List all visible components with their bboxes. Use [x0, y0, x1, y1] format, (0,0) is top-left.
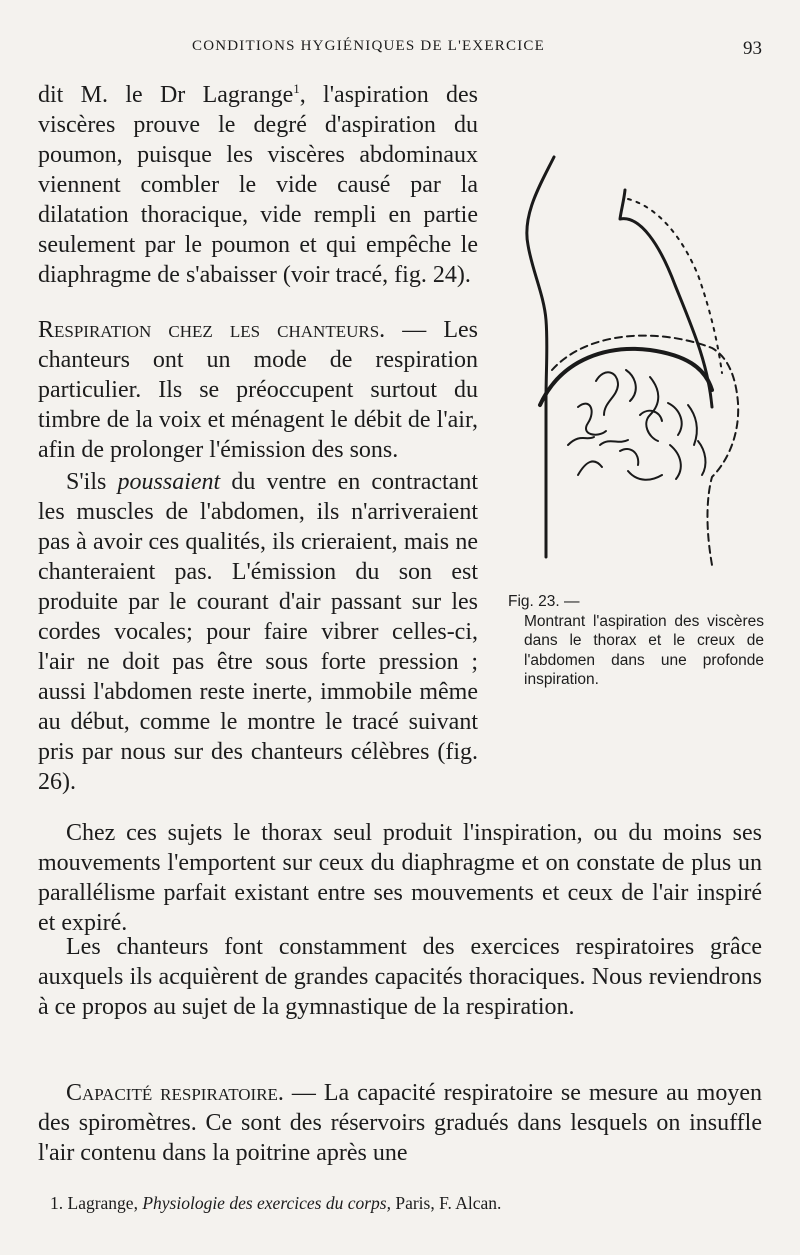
running-title: CONDITIONS HYGIÉNIQUES DE L'EXERCICE	[192, 38, 545, 54]
emphasis-poussaient: poussaient	[117, 469, 221, 495]
outer-body-outline	[527, 157, 554, 557]
figure-caption-text: Montrant l'aspiration des viscères dans le thorax et le creux de l'abdomen dans une profonde inspiration.	[524, 612, 764, 688]
poussaient-text-start: S'ils	[66, 469, 107, 495]
section-chanteurs	[38, 315, 478, 797]
caption-dash: —	[564, 593, 580, 610]
page-number: 93	[743, 38, 762, 59]
section-heading-chanteurs: Respiration chez les chanteurs.	[38, 317, 386, 343]
figure-23-drawing	[500, 145, 780, 585]
figure-label: Fig. 23.	[508, 593, 560, 610]
para1-text-rest: , l'aspiration des viscères prouve le degré d'aspiration du poumon, puisque les viscères abdominaux viennent combler le vide causé par la dilatation thoracique, vide rempli en partie seulement par le poumon et qui empêche le diaphragme de s'abaisser (voir tracé, fig. 24).	[38, 82, 479, 288]
paragraph-lagrange	[38, 80, 478, 290]
heading-dash: —	[291, 1080, 316, 1106]
paragraph-chez	[38, 818, 762, 938]
footnote-ref: 1	[293, 81, 300, 96]
footnote	[50, 1192, 762, 1214]
paragraph-chez-text: Chez ces sujets le thorax seul produit l'inspiration, ou du moins ses mouvements l'emportent sur ceux du diaphragme et on constate de plus un parallélisme parfait existant entre ses mouvements et ceux de l'air inspiré et expiré.	[38, 820, 762, 936]
section-capacite-text: La capacité respiratoire se mesure au moyen des spiromètres. Ce sont des réservoirs gradués dans lesquels on insuffle l'air contenu dans la poitrine après une	[38, 1080, 762, 1166]
footnote-number: 1.	[50, 1193, 64, 1213]
running-header	[40, 38, 762, 60]
section-capacite	[38, 1078, 762, 1168]
footnote-book-title: Physiologie des exercices du corps,	[142, 1193, 391, 1213]
footnote-author: Lagrange,	[67, 1193, 138, 1213]
para1-text-start: dit M. le Dr Lagrange	[38, 82, 294, 108]
poussaient-text-rest: du ventre en contractant les muscles de l'abdomen, ils n'arriveraient pas à avoir ces qualités, ils crieraient, mais ne chanteraient pas. L'émission du son est produite par le courant d'air passant sur les cordes vocales; pour faire vibrer celles-ci, l'air ne doit pas être sous forte pression ; aussi l'abdomen reste inerte, immobile même au début, comme le montre le tracé suivant pris par nous sur des chanteurs célèbres (fig. 26).	[38, 469, 479, 795]
paragraph-exercices	[38, 932, 762, 1022]
figure-23-illustration	[500, 145, 780, 585]
inspiration-dashed-curve	[552, 336, 738, 565]
footnote-publisher: Paris, F. Alcan.	[395, 1193, 502, 1213]
section-chanteurs-text: Les chanteurs ont un mode de respiration particulier. Ils se préoccupent surtout du timbre de la voix et ménagent le débit de l'air, afin de prolonger l'émission des sons.	[38, 317, 479, 463]
figure-caption	[508, 592, 764, 690]
paragraph-poussaient	[38, 467, 478, 797]
section-heading-capacite: Capacité respiratoire.	[66, 1080, 284, 1106]
heading-dash: —	[402, 317, 427, 343]
paragraph-exercices-text: Les chanteurs font constamment des exercices respiratoires grâce auxquels ils acquièrent de grandes capacités thoraciques. Nous reviendrons à ce propos au sujet de la gymnastique de la respiration.	[38, 934, 762, 1020]
